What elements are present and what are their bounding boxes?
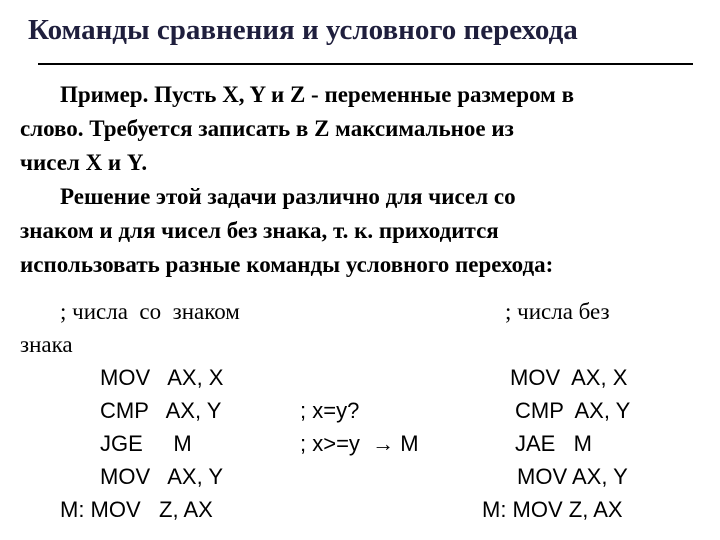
comment-compare: ; x=y?: [300, 398, 360, 423]
signed-code-line: M: MOV Z, AX: [60, 497, 213, 522]
signed-comment: ; числа со знаком: [60, 299, 240, 324]
paragraph-line: слово. Требуется записать в Z максимальное из: [20, 116, 514, 141]
paragraph-line: использовать разные команды условного перехода:: [20, 252, 554, 277]
signed-comment-continuation: знака: [20, 332, 73, 357]
paragraph-line: чисел X и Y.: [20, 150, 148, 175]
slide-title: Команды сравнения и условного перехода: [28, 14, 578, 46]
comment-jump: ; x>=y → M: [300, 431, 419, 456]
unsigned-code-line: MOV AX, Y: [517, 464, 628, 489]
paragraph-line: знаком и для чисел без знака, т. к. приходится: [20, 218, 499, 243]
paragraph-line: Пример. Пусть X, Y и Z - переменные размером в: [60, 82, 574, 107]
signed-code-line: CMP AX, Y: [100, 398, 222, 423]
unsigned-code-line: CMP AX, Y: [515, 398, 631, 423]
title-underline: [38, 63, 693, 65]
signed-code-line: MOV AX, X: [100, 365, 224, 390]
signed-code-line: JGE M: [100, 431, 192, 456]
paragraph-line: Решение этой задачи различно для чисел со: [60, 184, 516, 209]
unsigned-code-line: JAE M: [515, 431, 593, 456]
unsigned-comment: ; числа без: [505, 299, 610, 324]
signed-code-line: MOV AX, Y: [100, 464, 224, 489]
unsigned-code-line: MOV AX, X: [510, 365, 628, 390]
unsigned-code-line: M: MOV Z, AX: [482, 497, 623, 522]
